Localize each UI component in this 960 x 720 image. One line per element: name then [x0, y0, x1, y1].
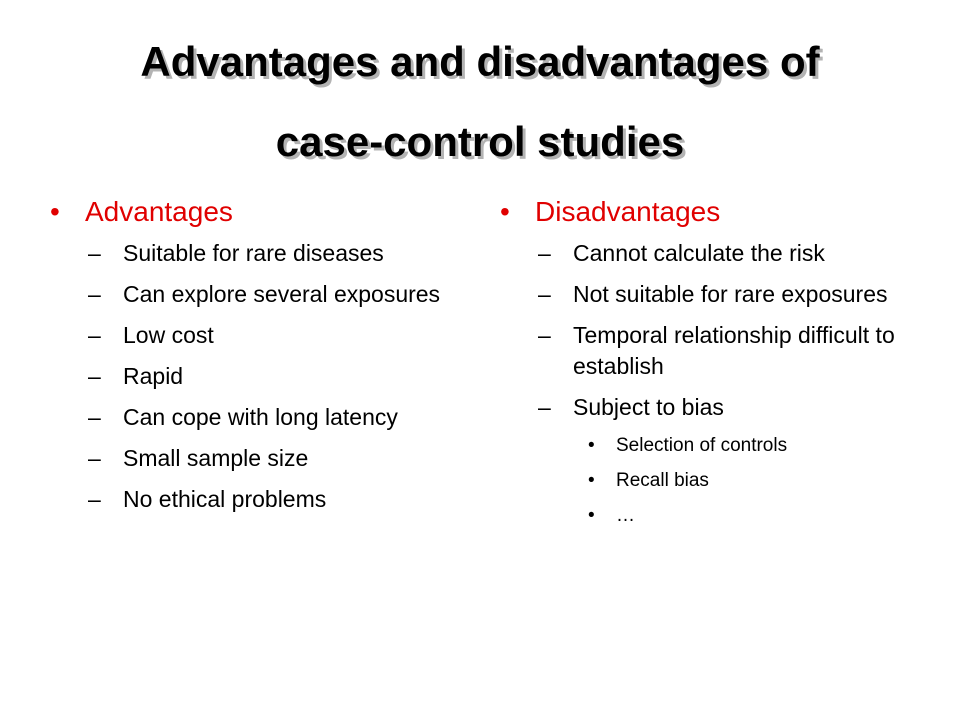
advantage-item [88, 443, 450, 474]
advantage-item-label: No ethical problems [123, 486, 327, 512]
bias-subitem-label: Recall bias [616, 470, 709, 491]
advantages-heading [50, 190, 450, 234]
advantage-item [88, 484, 450, 515]
advantage-item [88, 320, 450, 351]
dash-icon: – [538, 281, 551, 307]
advantage-item-label: Rapid [123, 363, 184, 389]
disadvantage-item [538, 392, 920, 423]
bullet-icon: • [588, 505, 595, 526]
dash-icon: – [88, 240, 101, 266]
advantage-item [88, 402, 450, 433]
disadvantage-item [538, 320, 920, 382]
bias-subitem-label: … [616, 505, 635, 526]
dash-icon: – [88, 281, 101, 307]
bullet-icon: • [588, 435, 595, 456]
advantage-item-label: Low cost [123, 322, 214, 348]
disadvantage-item-label: Temporal relationship difficult to establish [573, 322, 895, 379]
bias-subitem [588, 503, 920, 529]
advantage-item [88, 238, 450, 269]
bullet-icon: • [50, 196, 60, 227]
disadvantages-heading-label: Disadvantages [535, 196, 721, 227]
disadvantage-item-label: Subject to bias [573, 394, 724, 420]
disadvantages-heading [500, 190, 920, 234]
disadvantage-item [538, 279, 920, 310]
disadvantage-item [538, 238, 920, 269]
advantage-item-label: Can explore several exposures [123, 281, 441, 307]
bias-subitem-label: Selection of controls [616, 435, 788, 456]
dash-icon: – [88, 363, 101, 389]
advantage-item [88, 279, 450, 310]
dash-icon: – [88, 404, 101, 430]
advantages-heading-label: Advantages [85, 196, 233, 227]
slide-title: Advantages and disadvantages of case-control studies [140, 38, 820, 165]
advantage-item-label: Small sample size [123, 445, 309, 471]
disadvantages-column [500, 190, 920, 538]
dash-icon: – [538, 394, 551, 420]
bias-subitem [588, 468, 920, 494]
advantage-item [88, 361, 450, 392]
disadvantage-item-label: Not suitable for rare exposures [573, 281, 888, 307]
dash-icon: – [88, 486, 101, 512]
dash-icon: – [88, 322, 101, 348]
bias-subitem [588, 433, 920, 459]
advantage-item-label: Suitable for rare diseases [123, 240, 384, 266]
bullet-icon: • [500, 196, 510, 227]
dash-icon: – [538, 240, 551, 266]
dash-icon: – [538, 322, 551, 348]
advantage-item-label: Can cope with long latency [123, 404, 398, 430]
bullet-icon: • [588, 470, 595, 491]
dash-icon: – [88, 445, 101, 471]
advantages-column [50, 190, 450, 525]
disadvantage-item-label: Cannot calculate the risk [573, 240, 825, 266]
